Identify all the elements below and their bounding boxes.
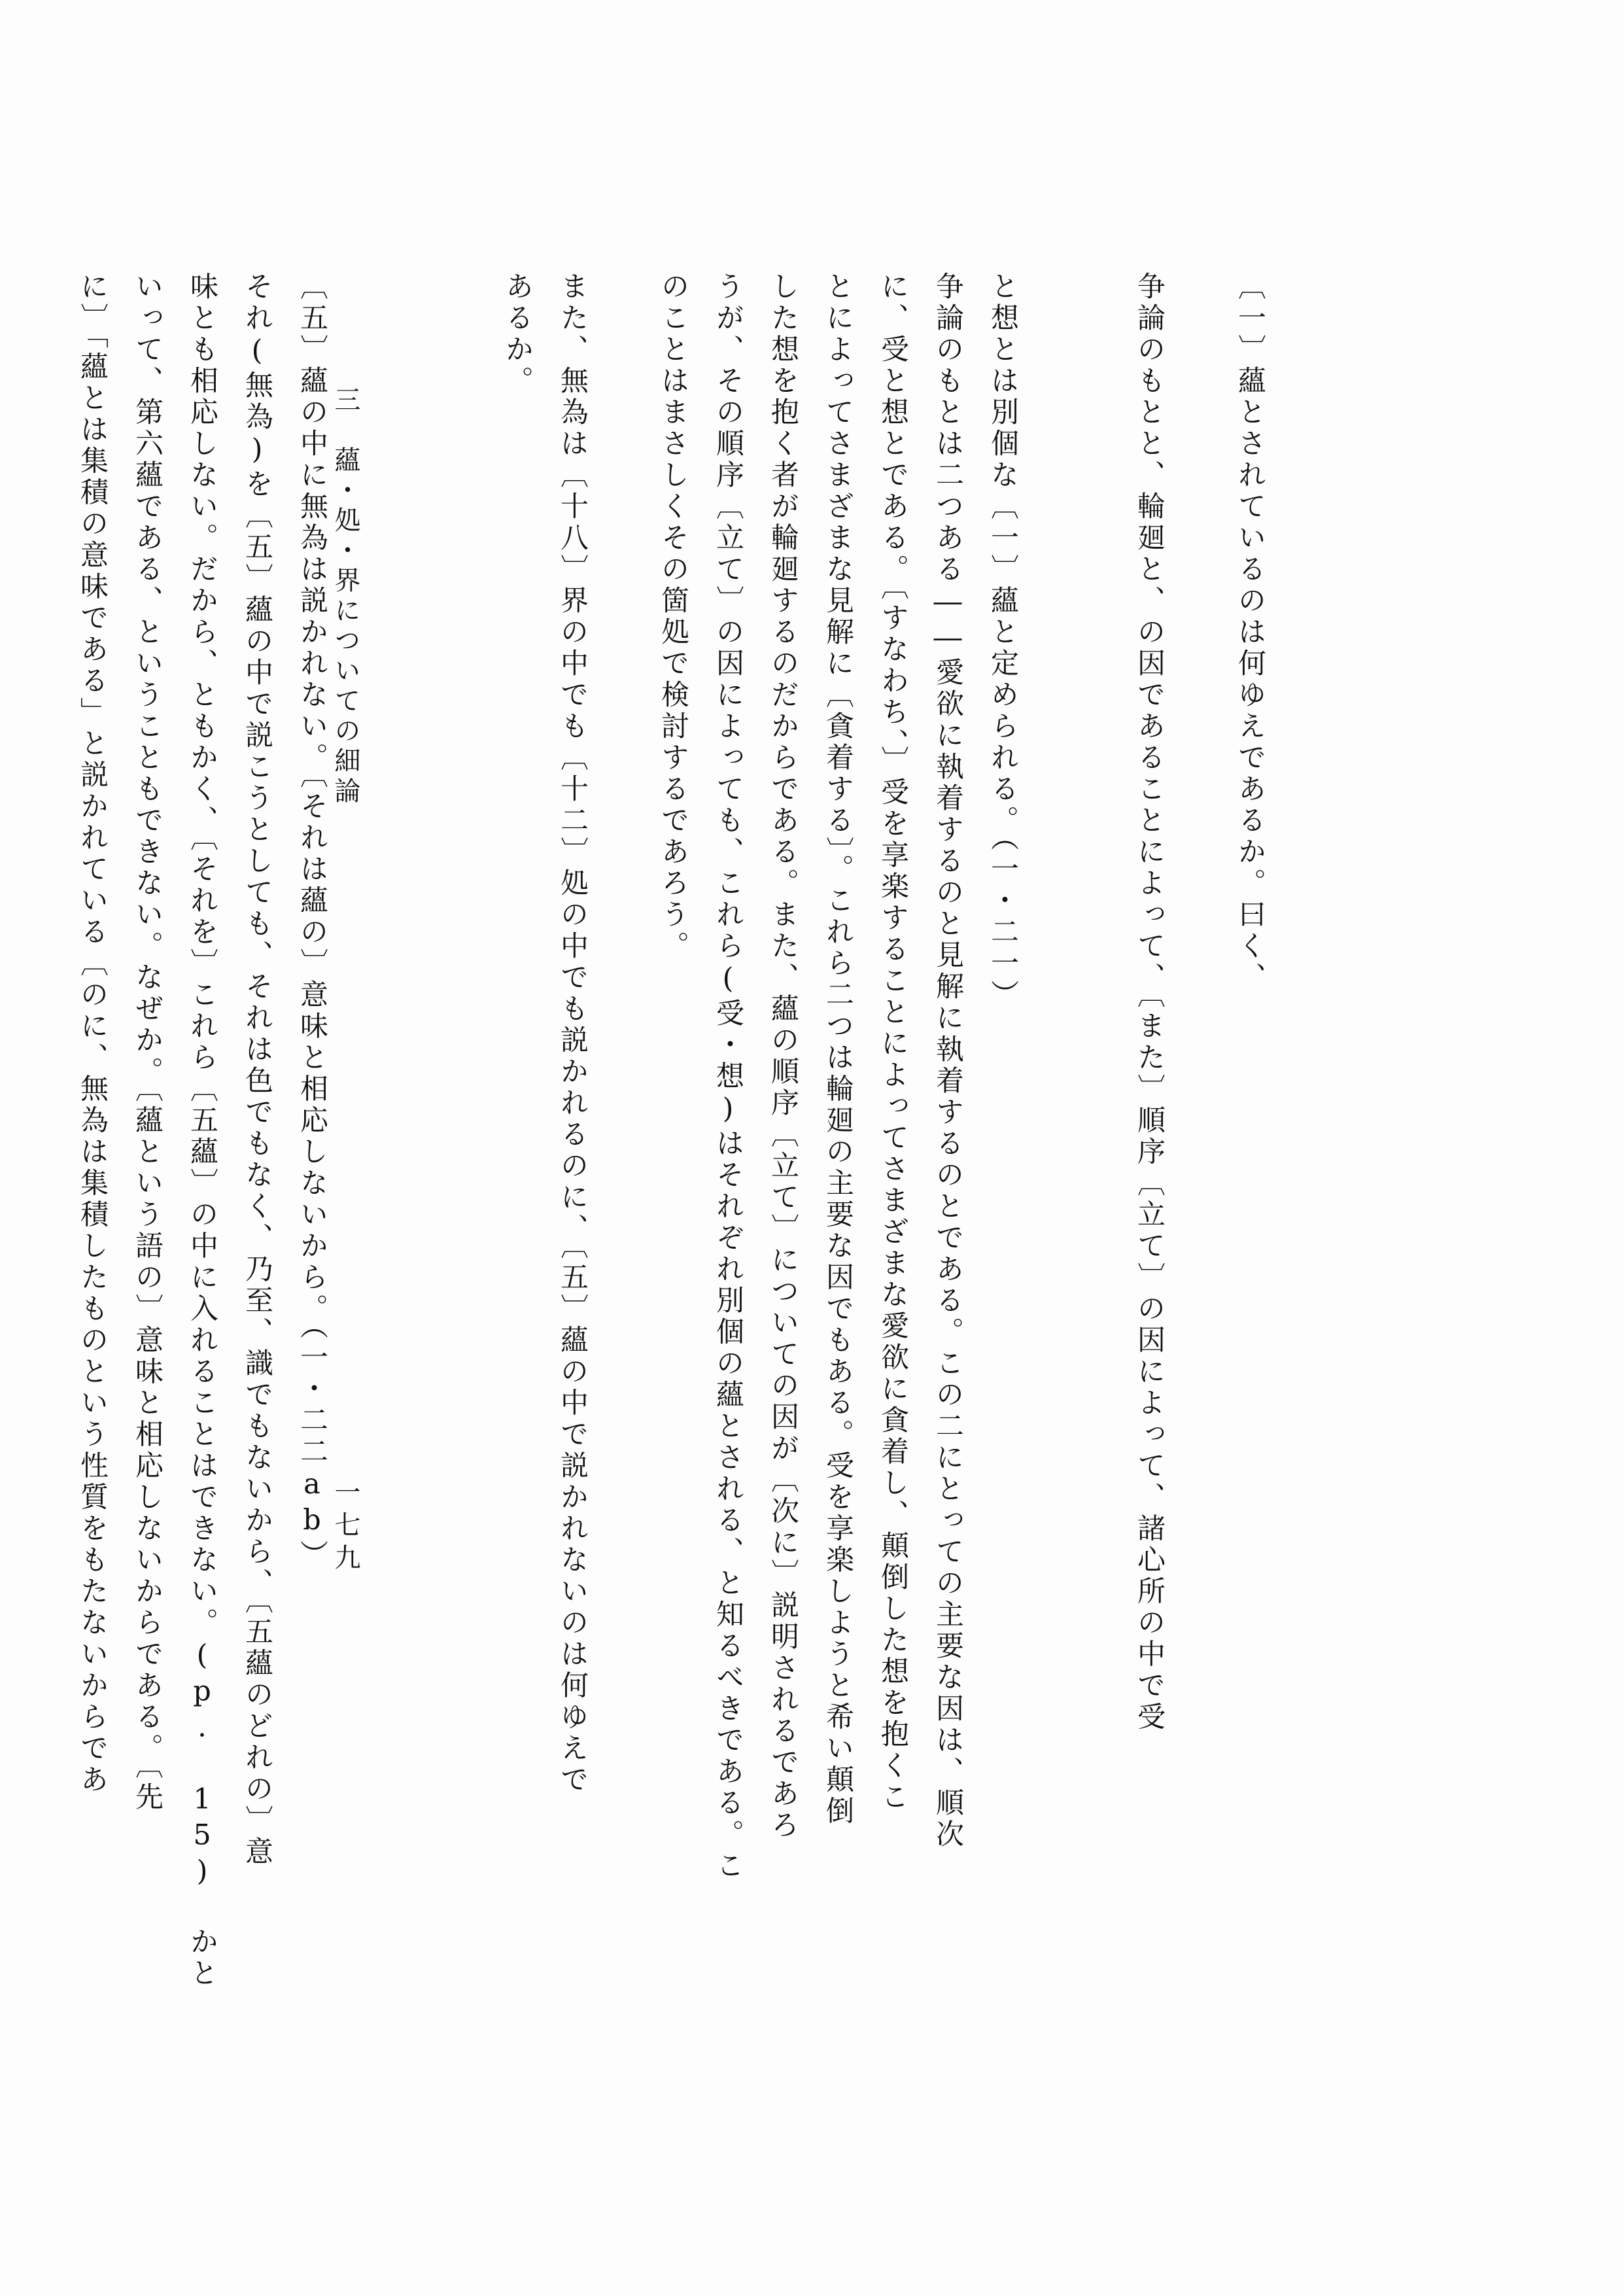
- page-number: 一七九: [330, 1478, 360, 1576]
- text-column: また、無為は〔十八〕界の中でも〔十二〕処の中でも説かれるのに、〔五〕蘊の中で説かれないのは何ゆえで: [556, 271, 589, 1796]
- verse-column: と想とは別個な〔一〕蘊と定められる。（一・二一）: [986, 271, 1019, 1011]
- verse-column: 〔五〕蘊の中に無為は説かれない。〔それは蘊の〕意味と相応しないから。（一・二二ab）: [296, 271, 328, 1571]
- running-head: 三 蘊・処・界についての細論: [330, 386, 360, 807]
- body-text: [65, 271, 1277, 1990]
- text-column: に〕「蘊とは集積の意味である」と説かれている〔のに、無為は集積したものという性質をもたないからであ: [76, 271, 109, 1796]
- text-column: とによってさまざまな見解に〔貪着する〕。これら二つは輪廻の主要な因でもある。受を享楽しようと希い顛倒: [821, 271, 854, 1828]
- text-column: いって、第六蘊である、ということもできない。なぜか。〔蘊という語の〕意味と相応しないからである。〔先: [131, 271, 164, 1813]
- text-column: 〔一〕蘊とされているのは何ゆえであるか。曰く、: [1234, 271, 1266, 994]
- text-column: それ(無為)を〔五〕蘊の中で説こうとしても、それは色でもなく、乃至、識でもないから、〔五蘊のどれの〕意: [241, 271, 273, 1868]
- text-column: 味とも相応しない。だから、ともかく、〔それを〕これら〔五蘊〕の中に入れることはできない。(p. 15) かと: [186, 271, 218, 1990]
- text-column: うが、その順序〔立て〕の因によっても、これら(受・想)はそれぞれ別個の蘊とされる、と知るべきである。こ: [712, 271, 744, 1882]
- text-column: のことはまさしくその箇処で検討するであろう。: [657, 271, 689, 962]
- text-column: 争論のもとは二つある――愛欲に執着するのと見解に執着するのとである。この二にとっての主要な因は、順次: [931, 271, 964, 1851]
- verse-column: 争論のもとと、輪廻と、の因であることによって、〔また〕順序〔立て〕の因によって、諸心所の中で受: [1133, 271, 1166, 1733]
- text-column: あるか。: [501, 271, 534, 397]
- text-column: に、受と想とである。〔すなわち、〕受を享楽することによってさまざまな愛欲に貪着し、顛倒した想を抱くこ: [876, 271, 909, 1813]
- text-column: した想を抱く者が輪廻するのだからである。また、蘊の順序〔立て〕についての因が〔次に〕説明されるであろ: [767, 271, 799, 1841]
